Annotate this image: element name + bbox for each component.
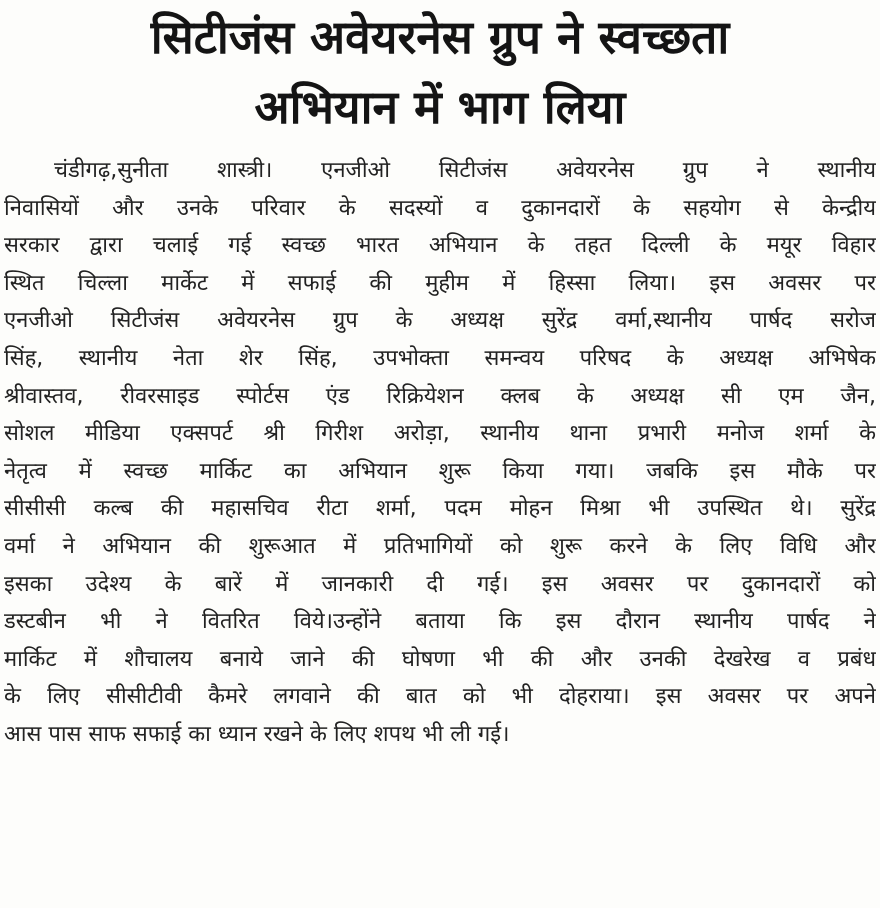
article-line: नेतृत्व में स्वच्छ मार्किट का अभियान शुरू किया गया। जबकि इस मौके पर: [4, 458, 876, 484]
article-line: एनजीओ सिटीजंस अवेयरनेस ग्रुप के अध्यक्ष सुरेंद्र वर्मा,स्थानीय पार्षद सरोज: [4, 308, 876, 334]
article-line: वर्मा ने अभियान की शुरूआत में प्रतिभागियों को शुरू करने के लिए विधि और: [4, 533, 876, 559]
article-line: श्रीवास्तव, रीवरसाइड स्पोर्टस एंड रिक्रियेशन क्लब के अध्यक्ष सी एम जैन,: [4, 383, 876, 409]
article-line: इसका उदेश्य के बारें में जानकारी दी गई। इस अवसर पर दुकानदारों को: [4, 571, 876, 597]
headline: [0, 2, 880, 142]
article-line: चंडीगढ़,सुनीता शास्त्री। एनजीओ सिटीजंस अवेयरनेस ग्रुप ने स्थानीय: [54, 158, 876, 183]
headline-line: अभियान में भाग लिया: [254, 80, 626, 134]
article-line: सोशल मीडिया एक्सपर्ट श्री गिरीश अरोड़ा, स्थानीय थाना प्रभारी मनोज शर्मा के: [4, 421, 876, 447]
article-line: डस्टबीन भी ने वितरित विये।उन्होंने बताया कि इस दौरान स्थानीय पार्षद ने: [4, 609, 876, 635]
article-body: [4, 152, 876, 754]
article-line: स्थित चिल्ला मार्केट में सफाई की मुहीम में हिस्सा लिया। इस अवसर पर: [4, 270, 876, 296]
article-line: आस पास साफ सफाई का ध्यान रखने के लिए शपथ भी ली गई।: [4, 721, 510, 747]
article-line: सरकार द्वारा चलाई गई स्वच्छ भारत अभियान के तहत दिल्ली के मयूर विहार: [4, 233, 876, 259]
article-line: सिंह, स्थानीय नेता शेर सिंह, उपभोक्ता समन्वय परिषद के अध्यक्ष अभिषेक: [4, 345, 876, 371]
article-line: सीसीसी कल्ब की महासचिव रीटा शर्मा, पदम मोहन मिश्रा भी उपस्थित थे। सुरेंद्र: [4, 496, 876, 522]
article-line: के लिए सीसीटीवी कैमरे लगवाने की बात को भी दोहराया। इस अवसर पर अपने: [4, 684, 876, 710]
article-line: निवासियों और उनके परिवार के सदस्यों व दुकानदारों के सहयोग से केन्द्रीय: [4, 195, 876, 221]
headline-line: सिटीजंस अवेयरनेस ग्रुप ने स्वच्छता: [150, 10, 730, 64]
article-line: मार्किट में शौचालय बनाये जाने की घोषणा भी की और उनकी देखरेख व प्रबंध: [4, 646, 876, 672]
